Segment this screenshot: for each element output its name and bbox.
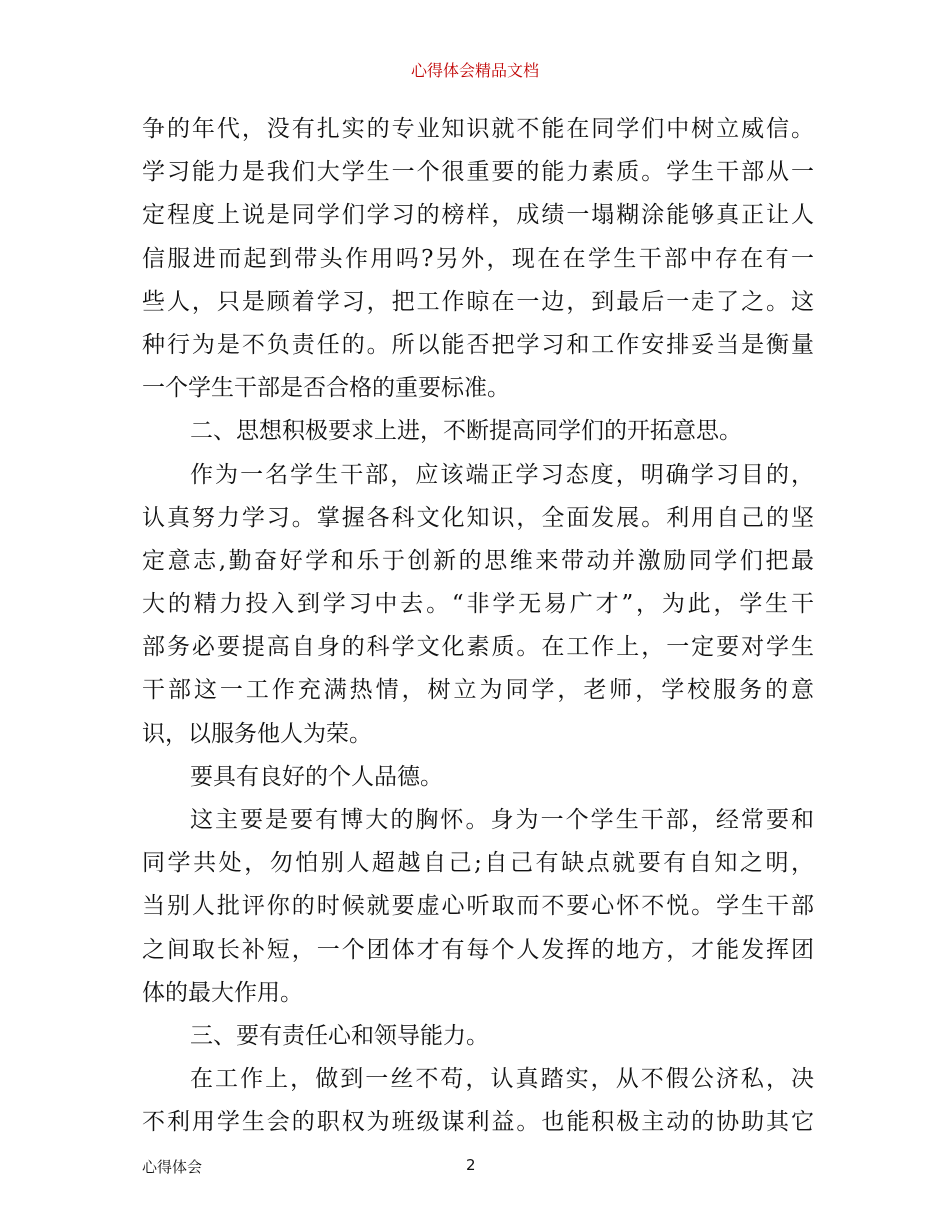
text-line: 争的年代，没有扎实的专业知识就不能在同学们中树立威信。 xyxy=(142,116,814,142)
text-line: 学习能力是我们大学生一个很重要的能力素质。学生干部从一 xyxy=(142,159,814,186)
text-line: 定程度上说是同学们学习的榜样，成绩一塌糊涂能够真正让人 xyxy=(142,202,814,229)
page-header-title: 心得体会精品文档 xyxy=(410,61,539,80)
text-line: 这主要是要有博大的胸怀。身为一个学生干部，经常要和 xyxy=(190,807,814,833)
text-line: 同学共处，勿怕别人超越自己;自己有缺点就要有自知之明， xyxy=(142,850,814,877)
text-line: 定意志,勤奋好学和乐于创新的思维来带动并激励同学们把最 xyxy=(142,547,814,574)
text-line: 体的最大作用。 xyxy=(142,979,303,1006)
footer-label: 心得体会 xyxy=(142,1158,203,1176)
document-body xyxy=(142,108,814,1145)
text-line: 三、要有责任心和领导能力。 xyxy=(190,1022,489,1049)
text-line: 些人，只是顾着学习，把工作晾在一边，到最后一走了之。这 xyxy=(142,288,814,315)
text-line: 一个学生干部是否合格的重要标准。 xyxy=(142,375,510,402)
text-line: 在工作上，做到一丝不苟，认真踏实，从不假公济私，决 xyxy=(190,1066,814,1093)
text-line: 识，以服务他人为荣。 xyxy=(142,720,372,747)
text-line: 二、思想积极要求上进，不断提高同学们的开拓意思。 xyxy=(190,418,742,445)
text-line: 认真努力学习。掌握各科文化知识，全面发展。利用自己的坚 xyxy=(142,504,814,531)
text-line: 大的精力投入到学习中去。“非学无易广才”，为此，学生干 xyxy=(142,591,814,618)
text-line: 要具有良好的个人品德。 xyxy=(190,763,443,790)
text-line: 不利用学生会的职权为班级谋利益。也能积极主动的协助其它 xyxy=(142,1109,814,1136)
text-line: 干部这一工作充满热情，树立为同学，老师，学校服务的意 xyxy=(142,677,814,704)
text-line: 部务必要提高自身的科学文化素质。在工作上，一定要对学生 xyxy=(142,634,814,661)
text-line: 之间取长补短，一个团体才有每个人发挥的地方，才能发挥团 xyxy=(142,936,814,963)
text-line: 信服进而起到带头作用吗?另外，现在在学生干部中存在有一 xyxy=(142,245,814,272)
text-line: 当别人批评你的时候就要虚心听取而不要心怀不悦。学生干部 xyxy=(142,893,814,920)
page-number: 2 xyxy=(466,1156,476,1174)
text-line: 种行为是不负责任的。所以能否把学习和工作安排妥当是衡量 xyxy=(142,331,814,358)
text-line: 作为一名学生干部，应该端正学习态度，明确学习目的， xyxy=(190,461,814,488)
